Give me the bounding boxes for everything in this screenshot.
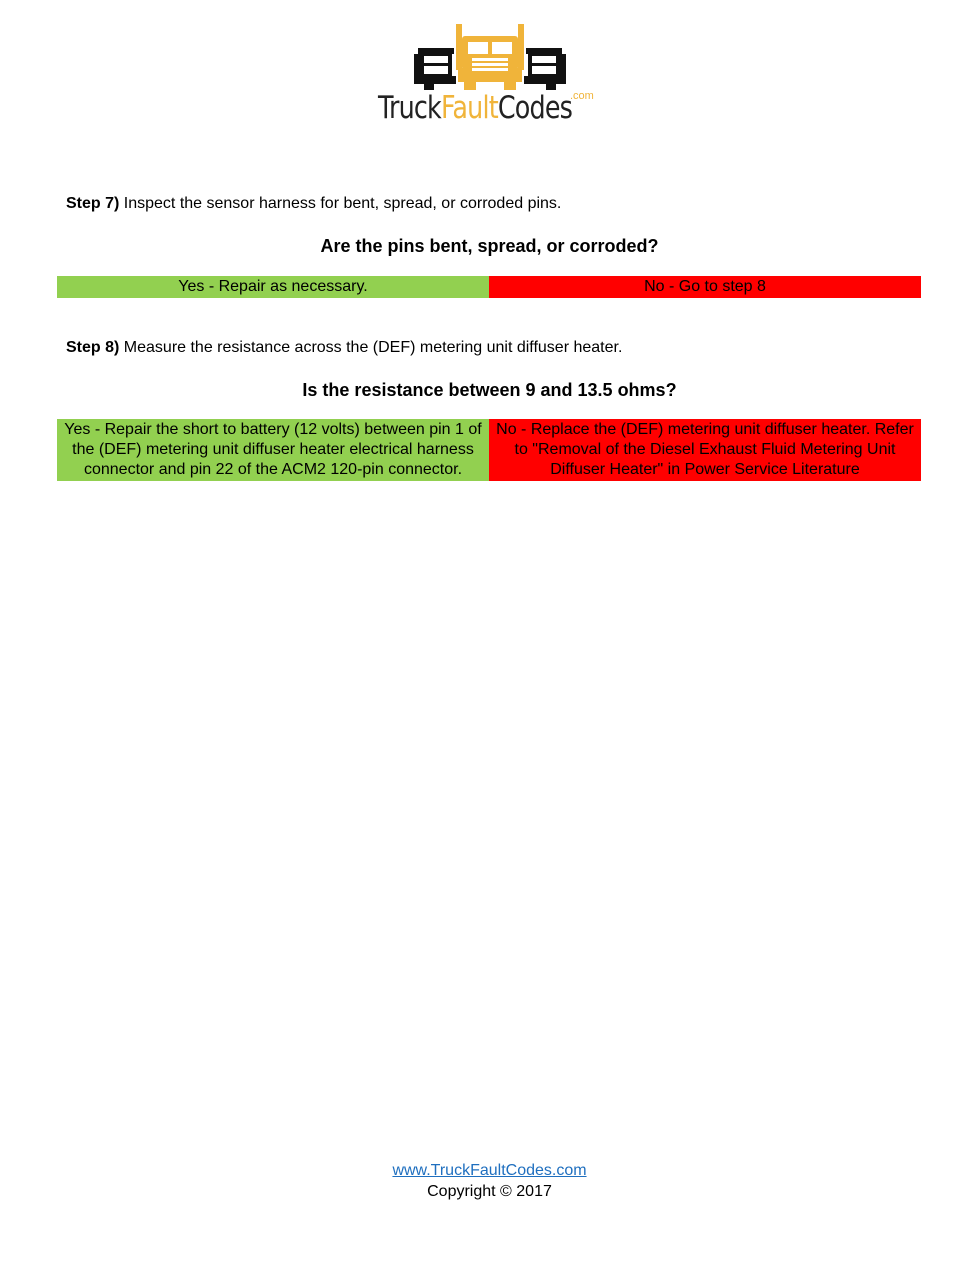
website-link[interactable]: www.TruckFaultCodes.com — [392, 1162, 587, 1179]
step-8-yes-cell: Yes - Repair the short to battery (12 volts) between pin 1 of the (DEF) metering unit diffuser heater electrical harness connector and pin 22 of the ACM2 120-pin connector. — [57, 419, 489, 481]
copyright-text: Copyright © 2017 — [427, 1183, 552, 1200]
logo-word-codes: Codes — [497, 90, 573, 126]
step-7-label: Step 7) — [66, 195, 120, 212]
step-8-question: Is the resistance between 9 and 13.5 ohms? — [302, 380, 677, 400]
truck-logo-icon — [378, 20, 602, 92]
step-8-answers — [57, 419, 921, 481]
step-8-no-cell: No - Replace the (DEF) metering unit diffuser heater. Refer to "Removal of the Diesel Exhaust Fluid Metering Unit Diffuser Heater" in Power Service Literature — [489, 419, 921, 481]
step-8-instruction — [66, 338, 622, 358]
step-7-text: Inspect the sensor harness for bent, spread, or corroded pins. — [119, 195, 562, 212]
step-7-no-cell: No - Go to step 8 — [489, 276, 921, 298]
step-8-text: Measure the resistance across the (DEF) metering unit diffuser heater. — [119, 339, 623, 356]
logo-word-truck: Truck — [378, 90, 441, 126]
truckfaultcodes-logo — [378, 20, 602, 128]
footer — [0, 1160, 979, 1202]
step-7-instruction — [66, 194, 561, 214]
step-8-label: Step 8) — [66, 339, 120, 356]
logo-word-fault: Fault — [440, 90, 498, 126]
step-7-question: Are the pins bent, spread, or corroded? — [320, 236, 659, 256]
step-7-yes-cell: Yes - Repair as necessary. — [57, 276, 489, 298]
step-7-answers — [57, 276, 921, 298]
logo-wordmark — [378, 88, 573, 128]
logo-dotcom: .com — [570, 90, 594, 102]
